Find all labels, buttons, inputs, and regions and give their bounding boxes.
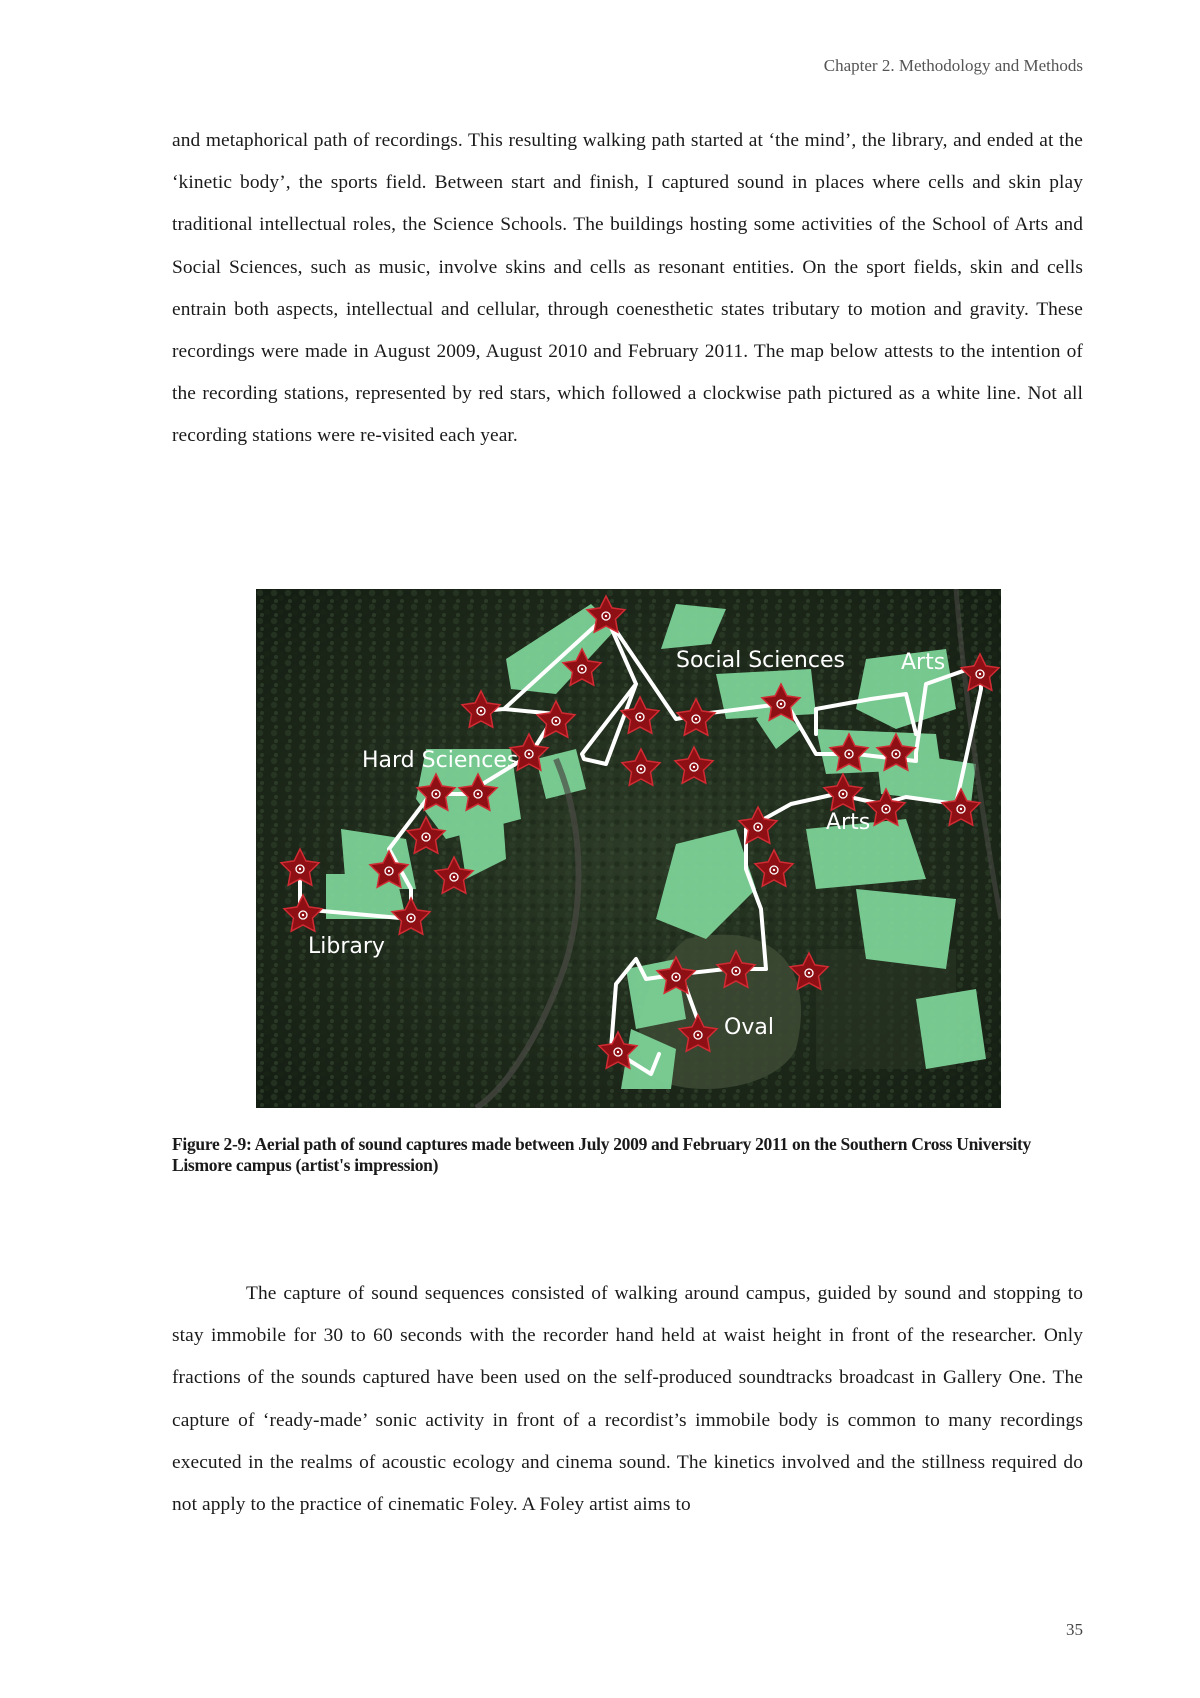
body-paragraph-1: and metaphorical path of recordings. This resulting walking path started at ‘the mind’, the library, and ended at the ‘kinetic body’, the sports field. Between start and finish, I captured sound in places where cells and skin play traditional intellectual roles, the Science Schools. The buildings hosting some activities of the School of Arts and Social Sciences, such as music, involve skins and cells as resonant entities. On the sport fields, skin and cells entrain both aspects, intellectual and cellular, through coenesthetic states tributary to motion and gravity. These recordings were made in August 2009, August 2010 and February 2011. The map below attests to the intention of the recording stations, represented by red stars, which followed a clockwise path pictured as a white line. Not all recording stations were re-visited each year. [172,130,1083,447]
body-paragraph-2: The capture of sound sequences consisted of walking around campus, guided by sound and stopping to stay immobile for 30 to 60 seconds with the recorder hand held at waist height in front of the researcher. Only fractions of the sounds captured have been used on the self-produced soundtracks broadcast in Gallery One. The capture of ‘ready-made’ sonic activity in front of a recordist’s immobile body is common to many recordings executed in the realms of acoustic ecology and cinema sound. The kinetics involved and the stillness required do not apply to the practice of cinematic Foley. A Foley artist aims to [172,1283,1083,1516]
page-number: 35 [1066,1620,1083,1639]
running-head: Chapter 2. Methodology and Methods [823,56,1083,75]
label-social-sciences: Social Sciences [676,648,845,673]
label-hard-sciences: Hard Sciences [362,748,519,773]
figure-caption: Figure 2-9: Aerial path of sound captures made between July 2009 and February 2011 on the Southern Cross University Lismore campus (artist's impression) [172,1134,1032,1175]
label-library: Library [308,934,385,959]
campus-aerial-map [256,589,1001,1108]
label-arts-middle: Arts [826,810,871,835]
label-arts-top: Arts [901,650,946,675]
label-oval: Oval [724,1015,774,1040]
